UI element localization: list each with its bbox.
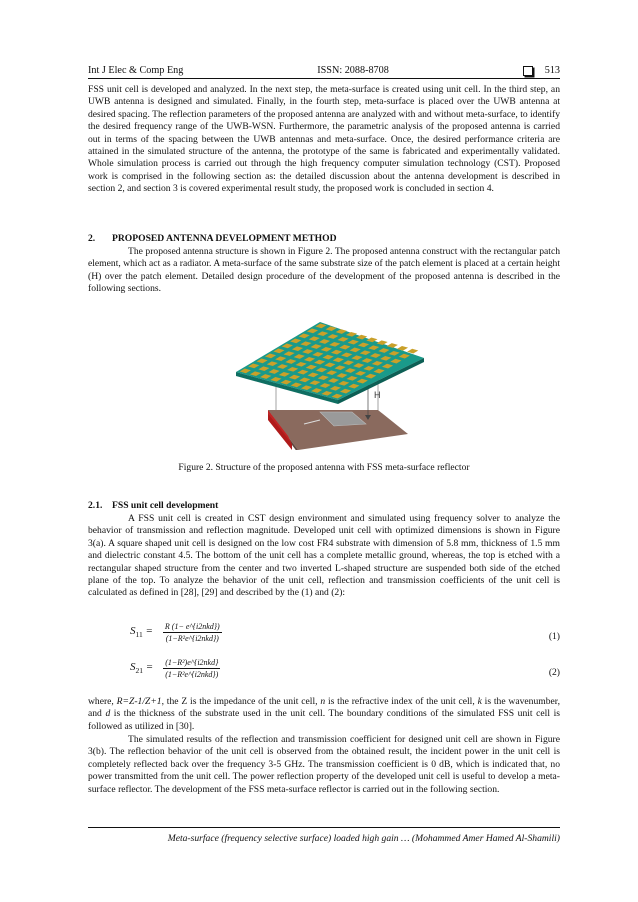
equation-1-fraction: [163, 622, 222, 643]
where-text-4: is the wavenumber, and: [88, 696, 560, 720]
where-text-5: is the thickness of the substrate used in the unit cell. The boundary conditions of the simulated FSS unit cell is followed as utilized in [30].: [88, 708, 560, 732]
equation-1-number: (1): [548, 631, 560, 642]
page-number: 513: [544, 65, 560, 76]
section-2-number: 2.: [88, 233, 96, 244]
eq2-numerator: (1−R²)e^{i2nkd}: [165, 658, 219, 667]
issn: ISSN: 2088-8708: [317, 65, 389, 76]
section-2-1-paragraph: A FSS unit cell is created in CST design environment and simulated using frequency solver to analyze the behavior of transmission and reflection magnitude. Developed unit cell with optimized dimensions is shown in Figure 3(a). A square shaped unit cell is designed on the low cost FR4 substrate with dimension of 5.8 mm, thickness of 1.5 mm and dielectric constant 4.5. The bottom of the unit cell has a complete metallic ground, whereas, the top is etched with a rectangular shaped structure from the center and two inverted L-shaped structure are suspended both side of the etched plane of the top. To analyze the behavior of the unit cell, reflection and transmission coefficients of the unit cell is calculated as defined in [28], [29] and described by the (1) and (2):: [88, 513, 560, 599]
height-label: H: [374, 390, 381, 400]
intro-paragraph: FSS unit cell is developed and analyzed. In the next step, the meta-surface is created using unit cell. In the third step, an UWB antenna is designed and simulated. Finally, in the fourth step, meta-surface is placed over the UWB antenna at desired spacing. The reflection parameters of the proposed antenna are analyzed with and without meta-surface, to identify the desired frequency range of the UWB-WSN. Furthermore, the parametric analysis of the proposed antenna is carried out in terms of the spacing between the UWB antennas and meta-surface. Once, the desired performance criteria are attained in the simulated structure of the antenna, the prototype of the same is fabricated and experimentally validated. Whole simulation process is carried out through the high frequency computer simulation technology (CST). Proposed work is comprised in the following section as: the detailed discussion about the antenna development is described in section 2, and section 3 is covered experimental result study, the proposed work is concluded in section 4.: [88, 84, 560, 195]
section-2-1-title: FSS unit cell development: [112, 500, 219, 511]
equation-1-lhs: $S_{11}$ =: [130, 625, 153, 640]
equation-1: [130, 622, 222, 643]
header-right: [523, 65, 560, 76]
where-r-def: R=Z-1/Z+1: [116, 696, 162, 707]
results-paragraph: The simulated results of the reflection and transmission coefficient for designed unit cell are shown in Figure 3(b). The reflection behavior of the unit cell is observed from the obtained result, the incident power in the unit cell is completely reflected back over the frequency 3-5 GHz. The transmission coefficient is 0 dB, which is indicated that, no power transmitted from the unit cell. The power reflection property of the developed unit cell is useful to develop a meta-surface reflector. The development of the FSS meta-surface reflector is carried out in the following section.: [88, 734, 560, 795]
equation-2-number: (2): [548, 667, 560, 678]
where-d: d: [105, 708, 111, 720]
where-text-1: where,: [88, 696, 117, 707]
where-text-2: , the Z is the impedance of the unit cell,: [161, 696, 321, 707]
journal-name: Int J Elec & Comp Eng: [88, 65, 184, 76]
page-footer: Meta-surface (frequency selective surface) loaded high gain … (Mohammed Amer Hamed Al-Shamili): [167, 833, 560, 844]
eq1-symbol: S: [130, 625, 136, 638]
eq2-symbol: S: [130, 661, 136, 674]
equation-2-fraction: [163, 658, 220, 679]
where-text-3: is the refractive index of the unit cell,: [325, 696, 478, 707]
section-2-1-heading: [88, 500, 218, 511]
header-rule: [88, 78, 560, 79]
eq2-subscript: 21: [135, 666, 143, 676]
figure-2-caption: Figure 2. Structure of the proposed antenna with FSS meta-surface reflector: [178, 462, 470, 473]
equation-2: [130, 658, 220, 679]
eq1-subscript: 11: [135, 630, 143, 640]
eq1-denominator: (1−R²e^{i2nkd}): [165, 634, 219, 643]
equation-2-lhs: $S_{21}$ =: [130, 661, 154, 676]
eq1-numerator: R (1− e^{i2nkd}): [164, 622, 220, 631]
section-2-title: PROPOSED ANTENNA DEVELOPMENT METHOD: [112, 233, 337, 244]
footer-rule: [88, 827, 560, 828]
figure-2-antenna-diagram: [228, 318, 424, 450]
where-n: n: [320, 696, 326, 707]
where-paragraph: [88, 696, 560, 733]
eq2-denominator: (1−R²e^{i2nkd}): [165, 670, 219, 679]
checkbox-square-icon: [523, 66, 533, 76]
where-k: k: [477, 696, 482, 707]
page-header: [88, 62, 560, 76]
section-2-1-number: 2.1.: [88, 500, 103, 511]
section-2-heading: [88, 233, 337, 244]
section-2-paragraph: The proposed antenna structure is shown in Figure 2. The proposed antenna construct with the rectangular patch element, which act as a radiator. A meta-surface of the same substrate size of the patch element is placed at a certain height (H) over the patch element. Detailed design procedure of the development of the proposed antenna is described in the following sections.: [88, 246, 560, 295]
